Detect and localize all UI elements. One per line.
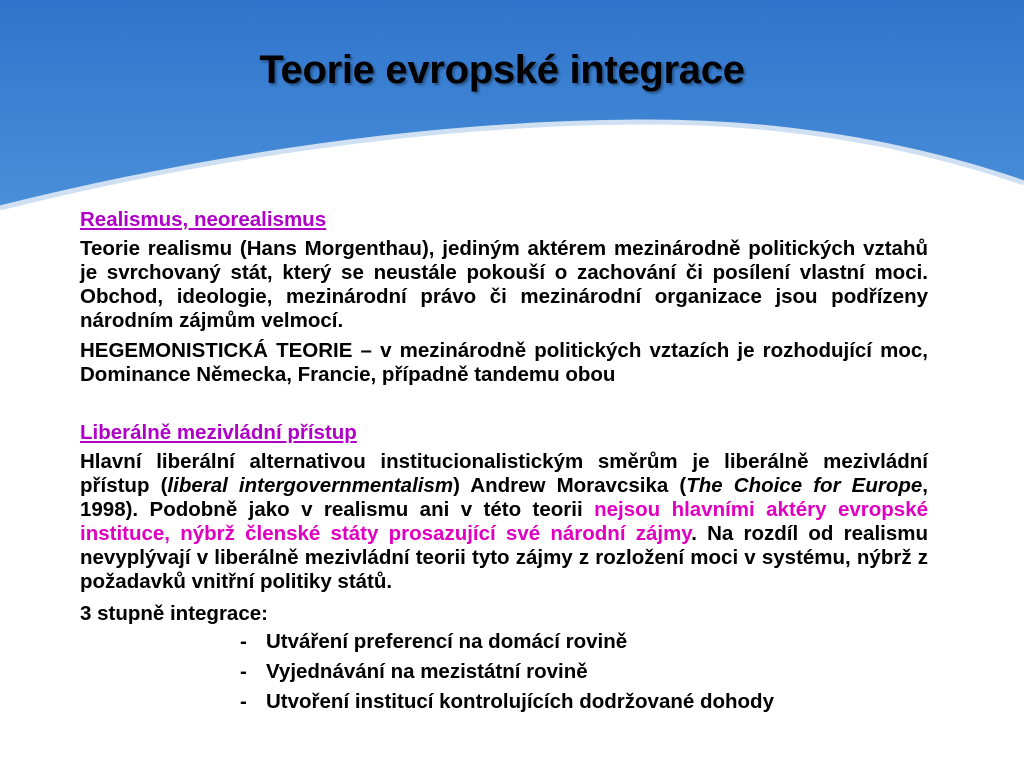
stage-text: Vyjednávání na mezistátní rovině <box>266 660 588 683</box>
hegemonistic-paragraph: HEGEMONISTICKÁ TEORIE – v mezinárodně politických vztazích je rozhodující moc, Dominance Německa, Francie, případně tandemu obou <box>80 339 928 386</box>
stage-item <box>240 630 928 654</box>
liberal-text-3: , 1998). Podobně jako v realismu ani v této teorii <box>80 474 928 521</box>
liberal-text-1: Hlavní liberální alternativou institucionalistickým směrům je liberálně mezivládní přístup ( <box>80 450 928 497</box>
slide-content <box>80 208 928 720</box>
slide-title: Teorie evropské integrace <box>259 48 745 92</box>
stage-text: Utváření preferencí na domácí rovině <box>266 630 628 653</box>
section-heading-liberal: Liberálně mezivládní přístup <box>80 421 357 444</box>
stage-dash: - <box>240 660 247 683</box>
liberal-italic-1: liberal intergovernmentalism <box>167 474 454 497</box>
stage-item <box>240 660 928 684</box>
stages-list <box>80 630 928 714</box>
liberal-text-2: ) Andrew Moravcsika ( <box>453 474 687 497</box>
liberal-paragraph <box>80 450 928 594</box>
section-heading-realism: Realismus, neorealismus <box>80 208 327 231</box>
liberal-italic-2: The Choice for Europe <box>686 474 923 497</box>
realism-paragraph: Teorie realismu (Hans Morgenthau), jediným aktérem mezinárodně politických vztahů je svrchovaný stát, který se neustále pokouší o zachování či posílení vlastní moci. Obchod, ideologie, mezinárodní právo či mezinárodní organizace jsou podřízeny národním zájmům velmocí. <box>80 237 928 332</box>
stages-label: 3 stupně integrace: <box>80 602 268 625</box>
stage-dash: - <box>240 690 247 713</box>
liberal-text-4: . Na rozdíl od realismu nevyplývají v liberálně mezivládní teorii tyto zájmy z rozložení moci v systému, nýbrž z požadavků vnitřní politiky států. <box>80 522 928 593</box>
header-banner <box>0 0 1024 215</box>
liberal-highlight: nejsou hlavními aktéry evropské instituce, nýbrž členské státy prosazující své národní zájmy <box>80 498 929 545</box>
section-gap <box>80 393 928 421</box>
stage-item <box>240 690 928 714</box>
stage-dash: - <box>240 630 247 653</box>
stage-text: Utvoření institucí kontrolujících dodržované dohody <box>266 690 774 713</box>
